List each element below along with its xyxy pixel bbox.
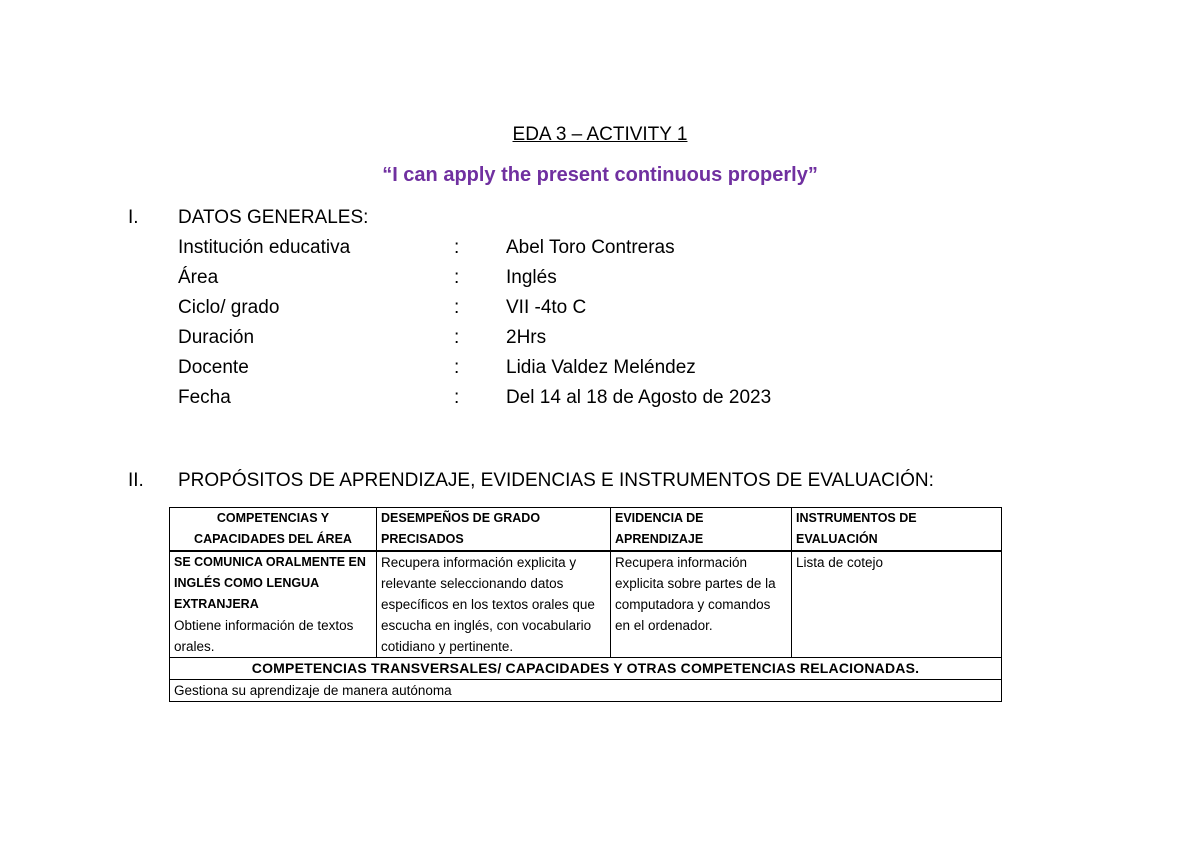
field-colon: : — [454, 267, 460, 288]
field-date — [178, 387, 878, 413]
cell-instrument: Lista de cotejo — [792, 551, 1002, 658]
section-1-title: DATOS GENERALES: — [178, 207, 369, 228]
field-value: Lidia Valdez Meléndez — [506, 357, 696, 378]
cell-evidence: Recupera información explicita sobre partes de la computadora y comandos en el ordenador. — [611, 551, 792, 658]
field-colon: : — [454, 357, 460, 378]
field-teacher — [178, 357, 878, 383]
field-label: Institución educativa — [178, 237, 351, 258]
field-value: Abel Toro Contreras — [506, 237, 675, 258]
activity-subtitle: “I can apply the present continuous properly” — [382, 164, 818, 186]
header-competencies: COMPETENCIAS Y CAPACIDADES DEL ÁREA — [170, 508, 377, 552]
field-area — [178, 267, 878, 293]
field-label: Docente — [178, 357, 249, 378]
section-2-title: PROPÓSITOS DE APRENDIZAJE, EVIDENCIAS E INSTRUMENTOS DE EVALUACIÓN: — [178, 470, 934, 491]
field-label: Duración — [178, 327, 255, 348]
field-label: Ciclo/ grado — [178, 297, 280, 318]
transversal-header-row — [170, 658, 1002, 680]
transversal-header: COMPETENCIAS TRANSVERSALES/ CAPACIDADES Y OTRAS COMPETENCIAS RELACIONADAS. — [170, 658, 1002, 680]
document-title: EDA 3 – ACTIVITY 1 — [512, 124, 688, 145]
field-colon: : — [454, 297, 460, 318]
table-header-row — [170, 508, 1002, 552]
competence-capacity: Obtiene información de textos orales. — [174, 618, 354, 654]
field-value: VII -4to C — [506, 297, 587, 318]
header-evidence: EVIDENCIA DE APRENDIZAJE — [611, 508, 792, 552]
field-institution — [178, 237, 878, 263]
field-cycle-grade — [178, 297, 878, 323]
field-duration — [178, 327, 878, 353]
competence-title: SE COMUNICA ORALMENTE EN INGLÉS COMO LENGUA EXTRANJERA — [174, 555, 366, 611]
field-value: Del 14 al 18 de Agosto de 2023 — [506, 387, 772, 408]
transversal-item-row — [170, 680, 1002, 702]
field-label: Área — [178, 267, 219, 288]
field-label: Fecha — [178, 387, 231, 408]
section-2-number: II. — [128, 470, 144, 491]
section-1-number: I. — [128, 207, 139, 228]
field-colon: : — [454, 237, 460, 258]
field-colon: : — [454, 387, 460, 408]
table-row — [170, 551, 1002, 658]
header-instruments: INSTRUMENTOS DE EVALUACIÓN — [792, 508, 1002, 552]
field-value: Inglés — [506, 267, 557, 288]
field-value: 2Hrs — [506, 327, 547, 348]
learning-purposes-table — [169, 507, 1002, 702]
cell-performance: Recupera información explicita y relevante seleccionando datos específicos en los textos orales que escucha en inglés, con vocabulario cotidiano y pertinente. — [377, 551, 611, 658]
field-colon: : — [454, 327, 460, 348]
header-performances: DESEMPEÑOS DE GRADO PRECISADOS — [377, 508, 611, 552]
cell-competence — [170, 551, 377, 658]
transversal-item: Gestiona su aprendizaje de manera autónoma — [170, 680, 1002, 702]
